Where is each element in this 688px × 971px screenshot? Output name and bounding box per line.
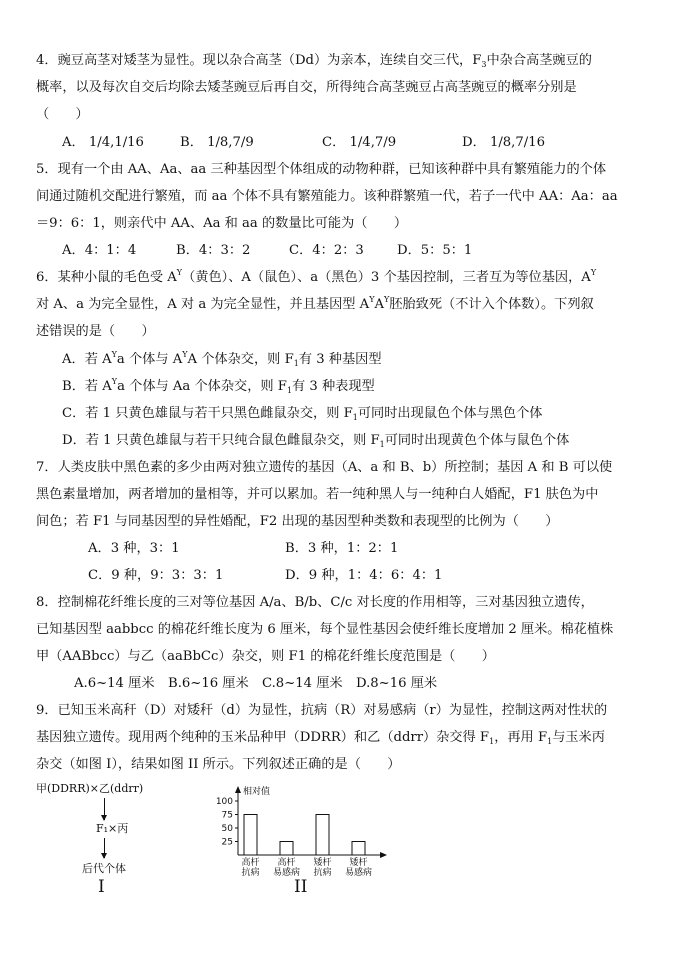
bar-1 xyxy=(244,815,257,856)
y-axis-label: 相对值 xyxy=(243,787,271,797)
q4-line1: 4．豌豆高茎对矮茎为显性。现以杂合高茎（Dd）为亲本，连续自交三代，$F_3$中杂合高茎豌豆的 xyxy=(36,53,592,69)
q8-line2: 已知基因型 aabbcc 的棉花纤维长度为 6 厘米，每个显性基因会使纤维长度增加 2 厘米。棉花植株 xyxy=(36,622,614,637)
q4-option-c: C． 1/4,7/9 xyxy=(322,135,397,150)
category-label-line2: 抗病 xyxy=(241,868,260,878)
q9-line3: 杂交（如图 I），结果如图 II 所示。下列叙述正确的是（ ） xyxy=(36,757,401,772)
q6-option-d: D．若 1 只黄色雄鼠与若干只纯合鼠色雌鼠杂交，则 $F_1$可同时出现黄色个体与鼠色个体 xyxy=(62,433,570,449)
q5-option-d: D．5：5：1 xyxy=(397,243,473,258)
q5-line3: ＝9：6：1，则亲代中 AA、Aa 和 aa 的数量比可能为（ ） xyxy=(36,216,408,231)
q7-line2: 黑色素量增加，两者增加的量相等，并可以累加。若一纯种黑人与一纯种白人婚配，F1 肤色为中 xyxy=(36,487,599,502)
category-label-line2: 抗病 xyxy=(313,868,332,878)
q9-line2: 基因独立遗传。现用两个纯种的玉米品种甲（DDRR）和乙（ddrr）杂交得 $F_1$，再用 $F_1$与玉米丙 xyxy=(36,730,605,746)
q6-option-a: A．若 $A^Ya$ 个体与 $A^YA$ 个体杂交，则 $F_1$有 3 种基因型 xyxy=(62,350,382,368)
down-arrow-1 xyxy=(104,798,105,820)
q4-line2: 概率，以及每次自交后均除去矮茎豌豆后再自交，所得纯合高茎豌豆占高茎豌豆的概率分别是 xyxy=(36,80,577,95)
q7-line3: 间色；若 F1 与同基因型的异性婚配，F2 出现的基因型种类数和表现型的比例为（ ） xyxy=(36,514,559,529)
q7-line1: 7．人类皮肤中黑色素的多少由两对独立遗传的基因（A、a 和 B、b）所控制；基因 A 和 B 可以使 xyxy=(36,460,613,475)
q5-option-c: C．4：2：3 xyxy=(289,243,364,258)
offspring-label: 后代个体 xyxy=(82,862,126,875)
q8-option-d: D.8~16 厘米 xyxy=(356,676,438,691)
q7-option-b: B．3 种，1：2：1 xyxy=(285,541,399,556)
figure-one-label: I xyxy=(98,877,105,897)
q7-option-d: D．9 种，1：4：6：4：1 xyxy=(285,568,443,583)
y-tick-label: 100 xyxy=(215,797,233,807)
q7-option-c: C．9 种，9：3：3：1 xyxy=(88,568,224,583)
q4-option-d: D． 1/8,7/16 xyxy=(462,135,545,150)
y-tick-label: 25 xyxy=(221,837,233,848)
bar-2 xyxy=(280,842,293,856)
q8-line1: 8．控制棉花纤维长度的三对等位基因 A/a、B/b、C/c 对长度的作用相等，三对基因独立遗传， xyxy=(36,595,594,610)
y-tick-label: 75 xyxy=(221,810,233,821)
y-axis-arrow xyxy=(235,786,241,793)
category-label-line1: 高杆 xyxy=(277,858,296,868)
category-label-line1: 矮杆 xyxy=(349,858,368,868)
q5-line1: 5．现有一个由 AA、Aa、aa 三种基因型个体组成的动物种群，已知该种群中具有繁殖能力的个体 xyxy=(36,162,607,177)
category-label-line1: 矮杆 xyxy=(313,858,332,868)
q6-line3: 述错误的是（ ） xyxy=(36,324,155,339)
q6-line2: 对 A、a 为完全显性，A 对 a 为完全显性，并且基因型 $A^YA^Y$胚胎致死（不计入个体数）。下列叙 xyxy=(36,295,594,312)
bar-4 xyxy=(352,842,365,856)
x-axis-arrow xyxy=(380,852,387,858)
bar-3 xyxy=(316,815,329,856)
category-label-line2: 易感病 xyxy=(344,868,373,878)
q7-option-a: A．3 种，3：1 xyxy=(88,541,180,556)
q4-line3: （ ） xyxy=(36,107,89,122)
y-tick-label: 50 xyxy=(221,824,233,834)
q8-line3: 甲（AABbcc）与乙（aaBbCc）杂交，则 F1 的棉花纤维长度范围是（ ） xyxy=(36,649,495,664)
q5-line2: 间通过随机交配进行繁殖，而 aa 个体不具有繁殖能力。该种群繁殖一代，若子一代中 AA：Aa：aa xyxy=(36,189,618,204)
q5-option-a: A．4：1：4 xyxy=(62,243,137,258)
q5-option-b: B．4：3：2 xyxy=(176,243,251,258)
q6-line1: 6．某种小鼠的毛色受 $A^Y$（黄色）、A（鼠色）、a（黑色）3 个基因控制，三者互为等位基因，$A^Y$ xyxy=(36,268,597,285)
figure-two-label: II xyxy=(294,877,308,897)
category-label-line1: 高杆 xyxy=(241,858,260,868)
q4-option-b: B． 1/8,7/9 xyxy=(180,135,254,150)
q4-option-a: A． 1/4,1/16 xyxy=(62,135,144,150)
f1-cross-label: F₁×丙 xyxy=(96,822,129,835)
down-arrow-2 xyxy=(104,838,105,858)
figure-one-cross-diagram xyxy=(36,780,226,900)
q6-option-c: C．若 1 只黄色雄鼠与若干只黑色雌鼠杂交，则 $F_1$可同时出现鼠色个体与黑色个体 xyxy=(62,406,543,422)
q8-option-a: A.6~14 厘米 xyxy=(74,676,155,691)
parent-cross-label: 甲(DDRR)×乙(ddrr) xyxy=(36,782,144,795)
q8-option-b: B.6~16 厘米 xyxy=(168,676,249,691)
q9-line1: 9．已知玉米高秆（D）对矮秆（d）为显性，抗病（R）对易感病（r）为显性，控制这两对性状的 xyxy=(36,703,608,718)
category-label-line2: 易感病 xyxy=(272,868,301,878)
q8-option-c: C.8~14 厘米 xyxy=(262,676,343,691)
q6-option-b: B．若 $A^Ya$ 个体与 Aa 个体杂交，则 $F_1$有 3 种表现型 xyxy=(62,377,375,395)
